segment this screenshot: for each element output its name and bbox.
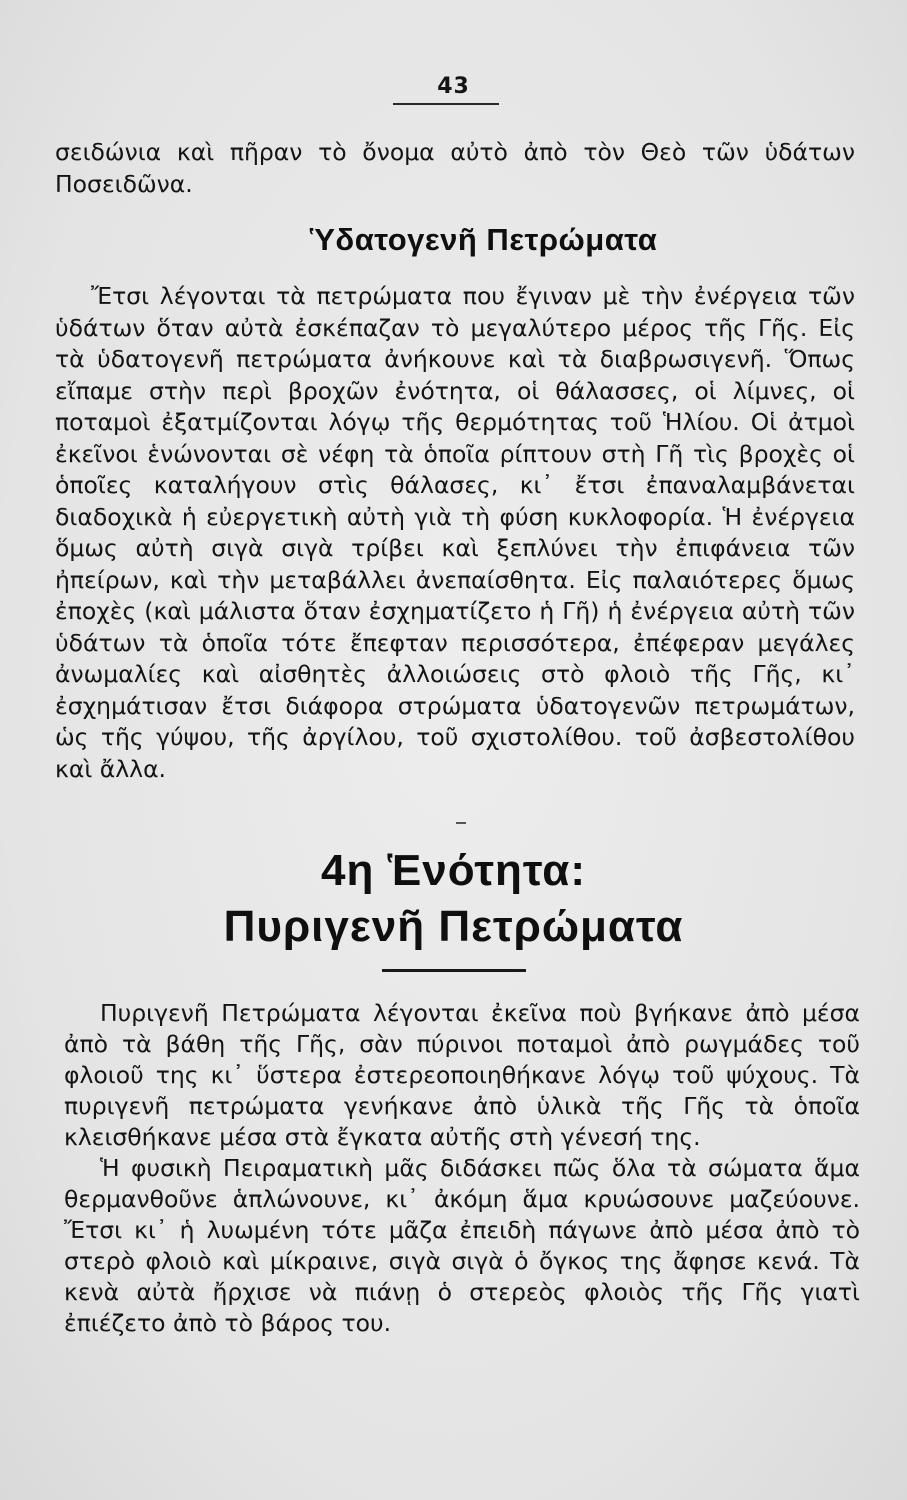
section-heading-pyrogenic: Πυριγενῆ Πετρώματα — [223, 902, 684, 951]
page-number-rule — [393, 103, 499, 105]
pyrogenic-paragraph-2: Ἡ φυσικὴ Πειραματικὴ μᾶς διδάσκει πῶς ὅλα τὰ σώματα ἅμα θερμανθοῦνε ἁπλώνουνε, κι᾽ ἀκόμη ἅμα κρυώσουνε μαζεύουνε. Ἔτσι κι᾽ ἡ λυωμένη τότε μᾶζα ἐπειδὴ πάγωνε ἀπὸ μέσα ἀπὸ τὸ στερὸ φλοιὸ καὶ μίκραινε, σιγὰ σιγὰ ὁ ὄγκος της ἄφησε κενά. Τὰ κενὰ αὐτὰ ἤρχισε νὰ πιάνῃ ὁ στερεὸς φλοιὸς τῆς Γῆς γιατὶ ἐπιέζετο ἀπὸ τὸ βάρος του. — [64, 1154, 860, 1337]
print-mark — [456, 822, 466, 824]
intro-paragraph: σειδώνια καὶ πῆραν τὸ ὄνομα αὐτὸ ἀπὸ τὸν Θεὸ τῶν ὑδάτων Ποσειδῶνα. — [55, 138, 855, 198]
hydrogenic-text-block — [55, 281, 855, 785]
heading-rule — [382, 969, 526, 972]
section-heading-hydrogenic: Ὑδατογενῆ Πετρώματα — [309, 222, 658, 257]
page-number: 43 — [437, 74, 470, 99]
intro-text-block — [55, 137, 855, 200]
pyrogenic-paragraph-1: Πυριγενῆ Πετρώματα λέγονται ἐκεῖνα ποὺ βγήκανε ἀπὸ μέσα ἀπὸ τὰ βάθη τῆς Γῆς, σὰν πύρινοι ποταμοὶ ἀπὸ ρωγμάδες τοῦ φλοιοῦ της κι᾽ ὕστερα ἐστερεοποιηθήκανε λόγῳ τοῦ ψύχους. Τὰ πυριγενῆ πετρώματα γενήκανε ἀπὸ ὑλικὰ τῆς Γῆς τὰ ὁποῖα κλεισθήκανε μέσα στὰ ἔγκατα αὐτῆς στὴ γένεσή της. — [64, 999, 860, 1151]
unit-heading: 4η Ἑνότητα: — [321, 846, 586, 895]
pyrogenic-text-block — [64, 998, 860, 1339]
hydrogenic-paragraph: Ἔτσι λέγονται τὰ πετρώματα που ἔγιναν μὲ τὴν ἐνέργεια τῶν ὑδάτων ὅταν αὐτὰ ἐσκέπαζαν τὸ μεγαλύτερο μέρος τῆς Γῆς. Εἰς τὰ ὑδατογενῆ πετρώματα ἀνήκουνε καὶ τὰ διαβρωσιγενῆ. Ὅπως εἴπαμε στὴν περὶ βροχῶν ἐνότητα, οἱ θάλασσες, οἱ λίμνες, οἱ ποταμοὶ ἐξατμίζονται λόγῳ τῆς θερμότητας τοῦ Ἡλίου. Οἱ ἀτμοὶ ἐκεῖνοι ἑνώνονται σὲ νέφη τὰ ὁποῖα ρίπτουν στὴ Γῆ τὶς βροχὲς οἱ ὁποῖες καταλήγουν στὶς θάλασες, κι᾽ ἔτσι ἐπαναλαμβάνεται διαδοχικὰ ἡ εὐεργετικὴ αὐτὴ γιὰ τὴ φύση κυκλοφορία. Ἡ ἐνέργεια ὅμως αὐτὴ σιγὰ σιγὰ τρίβει καὶ ξεπλύνει τὴν ἐπιφάνεια τῶν ἠπείρων, καὶ τὴν μεταβάλλει ἀνεπαίσθητα. Εἰς παλαιότερες ὅμως ἐποχὲς (καὶ μάλιστα ὅταν ἐσχηματίζετο ἡ Γῆ) ἡ ἐνέργεια αὐτὴ τῶν ὑδάτων τὰ ὁποῖα τότε ἔπεφταν περισσότερα, ἐπέφεραν μεγάλες ἀνωμαλίες καὶ αἰσθητὲς ἀλλοιώσεις στὸ φλοιὸ τῆς Γῆς, κι᾽ ἐσχημάτισαν ἔτσι διάφορα στρώματα ὑδατογενῶν πετρωμάτων, ὡς τῆς γύψου, τῆς ἀργίλου, τοῦ σχιστολίθου. τοῦ ἀσβεστολίθου καὶ ἄλλα. — [55, 282, 855, 783]
